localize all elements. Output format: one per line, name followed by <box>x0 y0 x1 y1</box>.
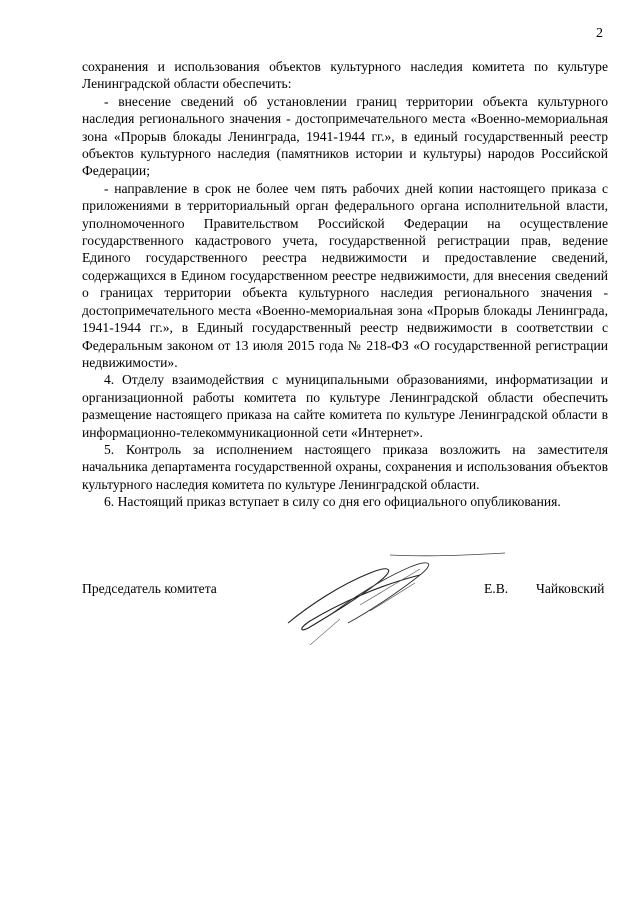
paragraph-item-5: 5. Контроль за исполнением настоящего приказа возложить на заместителя начальника департамента государственной охраны, сохранения и использования объектов культурного наследия комитета по культуре Ленинградской области. <box>82 441 608 492</box>
signatory-initials: Е.В. <box>484 581 509 596</box>
paragraph-bullet-registry: - внесение сведений об установлении границ территории объекта культурного наследия регионального значения - достопримечательного места «Военно-мемориальная зона «Прорыв блокады Ленинграда, 1941-1944 гг.», в единый государственный реестр объектов культурного наследия (памятников истории и культуры) народов Российской Федерации; <box>82 93 608 179</box>
paragraph-item-4: 4. Отделу взаимодействия с муниципальными образованиями, информатизации и организационной работы комитета по культуре Ленинградской области обеспечить размещение настоящего приказа на сайте комитета по культуре Ленинградской области в информационно-телекоммуникационной сети «Интернет». <box>82 372 608 440</box>
signatory-title: Председатель комитета <box>82 581 217 596</box>
paragraph-item-6: 6. Настоящий приказ вступает в силу со дня его официального опубликования. <box>104 494 561 510</box>
signatory-surname: Чайковский <box>536 581 605 596</box>
page-number: 2 <box>596 26 603 41</box>
document-body <box>82 58 608 511</box>
paragraph-continuation: сохранения и использования объектов культурного наследия комитета по культуре Ленинградской области обеспечить: <box>82 59 608 92</box>
handwritten-signature <box>270 545 510 655</box>
paragraph-bullet-copies: - направление в срок не более чем пять рабочих дней копии настоящего приказа с приложениями в территориальный орган федерального органа исполнительной власти, уполномоченного Правительством Российской Федерации на осуществление государственного кадастрового учета, государственной регистрации прав, ведение Единого государственного реестра недвижимости и предоставление сведений, содержащихся в Едином государственном реестре недвижимости, для внесения сведений о границах территории объекта культурного наследия регионального значения - достопримечательного места «Военно-мемориальная зона «Прорыв блокады Ленинграда, 1941-1944 гг.», в Единый государственный реестр недвижимости в соответствии с Федеральным законом от 13 июля 2015 года № 218-ФЗ «О государственной регистрации недвижимости». <box>82 180 608 370</box>
